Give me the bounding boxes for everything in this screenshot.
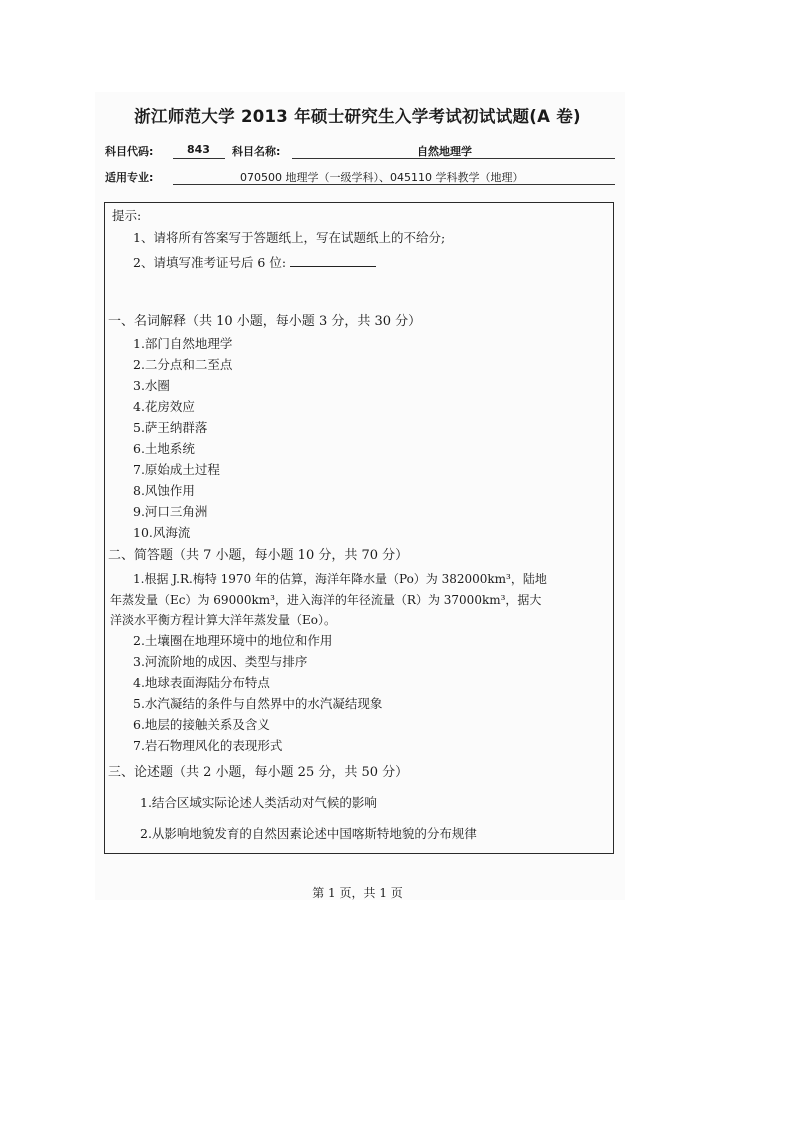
notice-heading: 提示:: [112, 208, 142, 223]
list-item: 1.部门自然地理学: [133, 336, 233, 351]
list-item: 4.花房效应: [133, 399, 195, 414]
question-line: 1.根据 J.R.梅特 1970 年的估算，海洋年降水量（Po）为 382000km³，陆地: [133, 572, 547, 586]
notice-item-2-text: 2、请填写准考证号后 6 位:: [133, 255, 287, 270]
notice-item-1: 1、请将所有答案写于答题纸上，写在试题纸上的不给分;: [133, 230, 446, 245]
major-label: 适用专业:: [105, 171, 154, 184]
page-number: 第 1 页，共 1 页: [312, 886, 403, 900]
section1-heading: 一、名词解释（共 10 小题，每小题 3 分，共 30 分）: [108, 314, 422, 329]
list-item: 10.风海流: [133, 525, 191, 540]
major-value: 070500 地理学（一级学科）、045110 学科教学（地理）: [240, 171, 524, 184]
section2-heading: 二、简答题（共 7 小题，每小题 10 分，共 70 分）: [108, 548, 409, 563]
list-item: 2.从影响地貌发育的自然因素论述中国喀斯特地貌的分布规律: [140, 826, 477, 841]
question-line: 洋淡水平衡方程计算大洋年蒸发量（Eo）。: [110, 613, 336, 627]
list-item: 3.水圈: [133, 378, 170, 393]
section3-heading: 三、论述题（共 2 小题，每小题 25 分，共 50 分）: [108, 765, 409, 780]
subject-code: 843: [187, 143, 210, 156]
list-item: 8.风蚀作用: [133, 483, 195, 498]
subject-name-underline: [292, 158, 615, 159]
list-item: 5.萨王纳群落: [133, 420, 208, 435]
list-item: 6.土地系统: [133, 441, 195, 456]
list-item: 9.河口三角洲: [133, 504, 208, 519]
list-item: 4.地球表面海陆分布特点: [133, 675, 270, 690]
notice-item-2: [133, 254, 376, 271]
question-line: 年蒸发量（Ec）为 69000km³，进入海洋的年径流量（R）为 37000km³，据大: [110, 593, 542, 607]
list-item: 3.河流阶地的成因、类型与排序: [133, 654, 308, 669]
list-item: 7.原始成土过程: [133, 462, 220, 477]
subject-code-underline: [173, 158, 225, 159]
subject-name: 自然地理学: [417, 145, 472, 158]
major-row: [105, 166, 615, 186]
subject-row: [105, 140, 615, 160]
list-item: 2.土壤圈在地理环境中的地位和作用: [133, 633, 333, 648]
list-item: 7.岩石物理风化的表现形式: [133, 738, 283, 753]
list-item: 1.结合区域实际论述人类活动对气候的影响: [140, 795, 377, 810]
major-underline: [173, 184, 615, 185]
subject-name-label: 科目名称:: [232, 145, 281, 158]
list-item: 5.水汽凝结的条件与自然界中的水汽凝结现象: [133, 696, 383, 711]
exam-title: 浙江师范大学 2013 年硕士研究生入学考试初试试题(A 卷): [134, 107, 581, 126]
list-item: 6.地层的接触关系及含义: [133, 717, 270, 732]
subject-code-label: 科目代码:: [105, 145, 154, 158]
list-item: 2.二分点和二至点: [133, 357, 233, 372]
exam-id-blank: [290, 254, 376, 267]
